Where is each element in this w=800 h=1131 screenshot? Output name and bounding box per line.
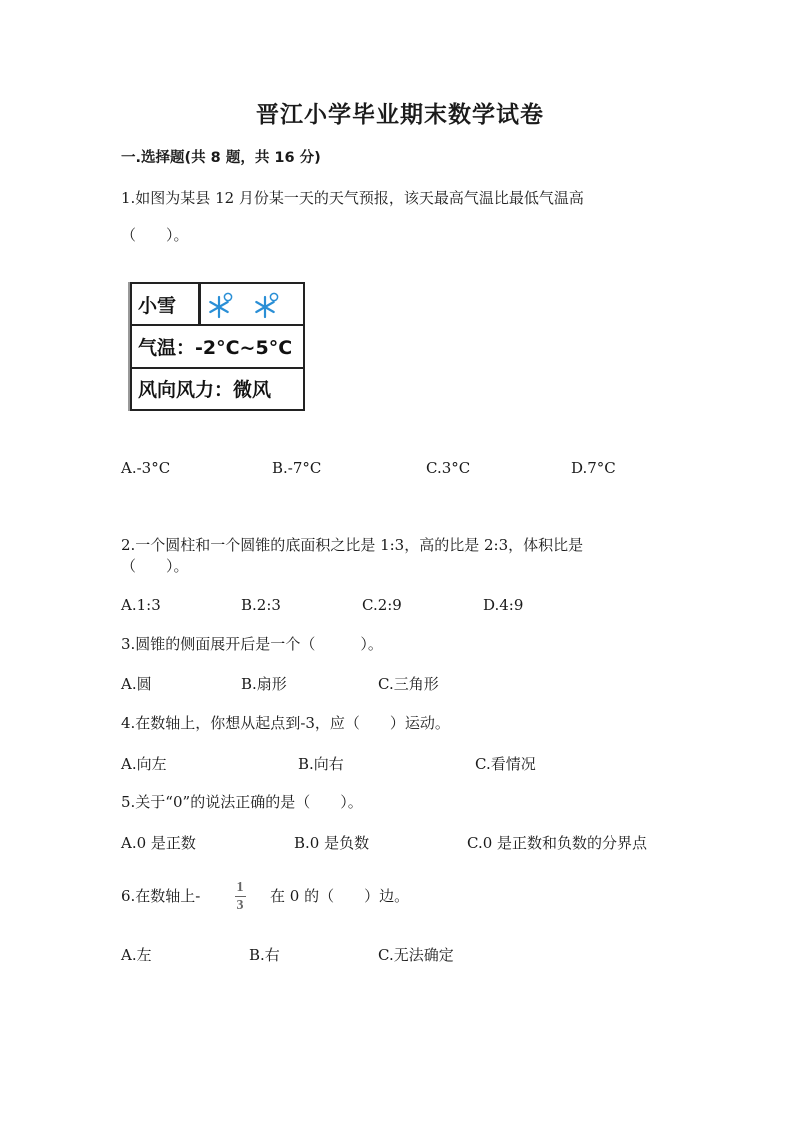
question-2-stem-line2: （ ）。: [121, 557, 189, 575]
question-2-option-d: D.4:9: [483, 596, 524, 614]
question-2-option-b: B.2:3: [241, 596, 281, 614]
question-2-option-a: A.1:3: [121, 596, 161, 614]
question-1-stem-line2: （ ）。: [121, 226, 189, 244]
question-4-option-a: A.向左: [121, 755, 167, 773]
question-6-stem-suffix: 在 0 的（ ）边。: [270, 887, 410, 905]
question-1-option-a: A.-3°C: [121, 459, 171, 477]
question-1-option-c: C.3°C: [426, 459, 471, 477]
question-2-stem-line1: 2.一个圆柱和一个圆锥的底面积之比是 1:3，高的比是 2:3，体积比是: [121, 536, 584, 554]
question-5-option-b: B.0 是负数: [294, 834, 370, 852]
weather-row-wind: [132, 369, 303, 408]
snowflake-icon: [250, 291, 280, 321]
question-3-option-a: A.圆: [121, 675, 152, 693]
question-5-stem: 5.关于“0”的说法正确的是（ ）。: [121, 793, 363, 811]
question-1-option-d: D.7°C: [571, 459, 616, 477]
question-4-stem: 4.在数轴上，你想从起点到-3，应（ ）运动。: [121, 714, 450, 732]
weather-condition-label: 小雪: [138, 294, 177, 317]
fraction-denominator: 3: [236, 898, 244, 913]
page-title: 晋江小学毕业期末数学试卷: [256, 101, 544, 128]
fraction-numerator: 1: [236, 880, 244, 895]
question-6-option-b: B.右: [249, 946, 280, 964]
question-4-option-b: B.向右: [298, 755, 344, 773]
weather-row-temperature: [132, 326, 303, 369]
question-4-option-c: C.看情况: [475, 755, 536, 773]
fraction-one-third: [232, 880, 248, 913]
weather-temperature: 气温：-2°C~5°C: [138, 337, 293, 359]
snowflake-icon: [204, 291, 234, 321]
question-1-stem-line1: 1.如图为某县 12 月份某一天的天气预报，该天最高气温比最低气温高: [121, 189, 584, 207]
question-6-option-a: A.左: [121, 946, 152, 964]
question-6-option-c: C.无法确定: [378, 946, 454, 964]
question-3-option-c: C.三角形: [378, 675, 439, 693]
question-6-stem-prefix: 6.在数轴上-: [121, 887, 201, 905]
question-5-option-a: A.0 是正数: [121, 834, 196, 852]
question-3-option-b: B.扇形: [241, 675, 287, 693]
weather-wind: 风向风力：微风: [138, 379, 272, 401]
question-1-option-b: B.-7°C: [272, 459, 322, 477]
question-2-option-c: C.2:9: [362, 596, 402, 614]
weather-divider: [198, 284, 201, 326]
fraction-bar: [235, 896, 246, 897]
question-3-stem: 3.圆锥的侧面展开后是一个（ ）。: [121, 635, 383, 653]
question-5-option-c: C.0 是正数和负数的分界点: [467, 834, 648, 852]
section-heading: 一.选择题(共 8 题，共 16 分): [121, 150, 321, 166]
weather-forecast-card: [130, 282, 305, 411]
